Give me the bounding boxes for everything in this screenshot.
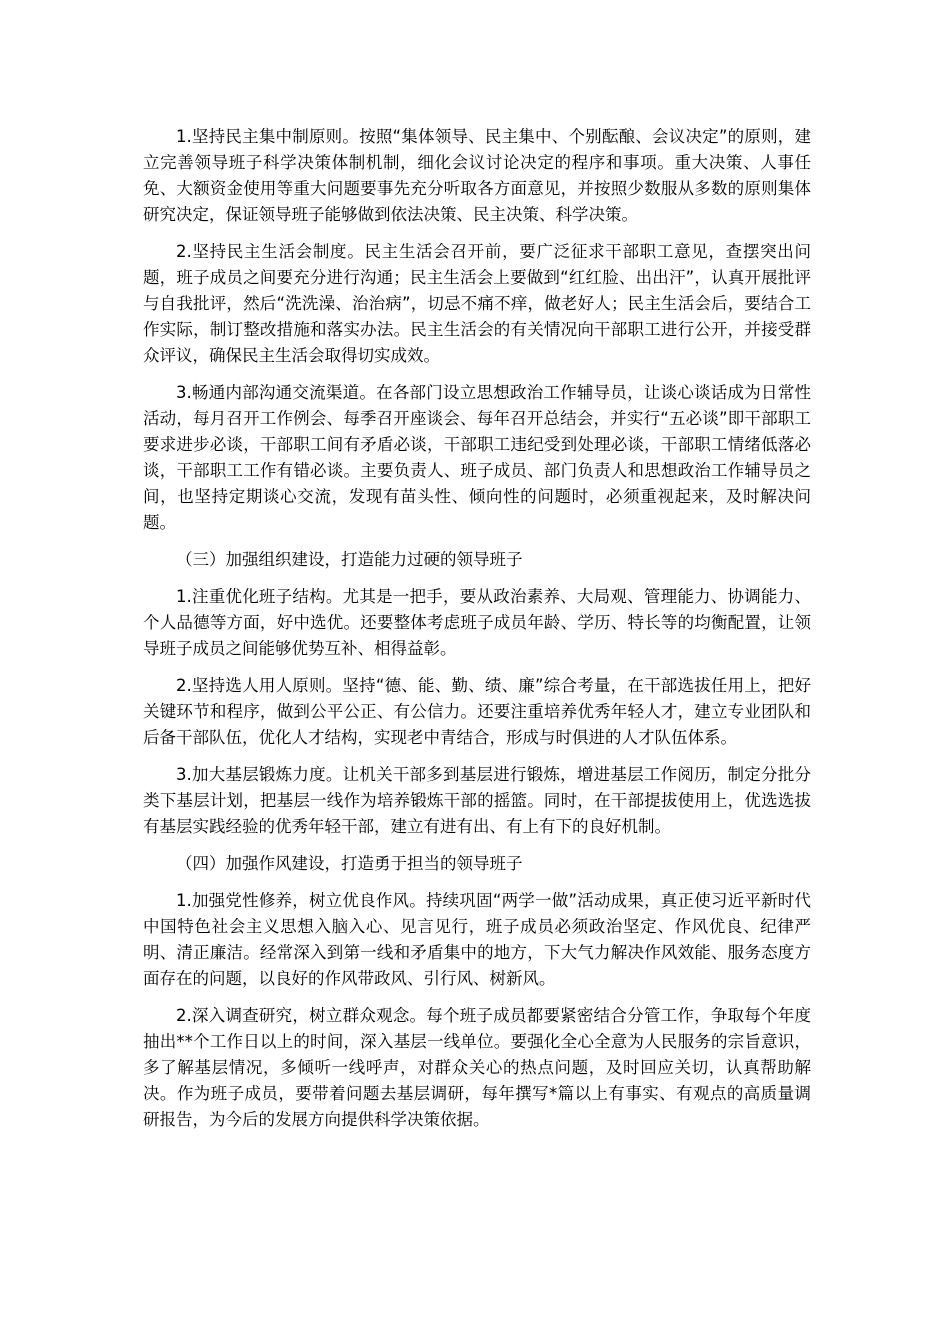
section-heading-organization: （三）加强组织建设，打造能力过硬的领导班子	[176, 550, 523, 569]
paragraph-internal-communication: 3.畅通内部沟通交流渠道。在各部门设立思想政治工作辅导员，让谈心谈话成为日常性活动，每月召开工作例会、每季召开座谈会、每年召开总结会，并实行“五必谈”即干部职工要求进步必谈，干部职工间有矛盾必谈，干部职工违纪受到处理必谈，干部职工情绪低落必谈，干部职工工作有错必谈。主要负责人、班子成员、部门负责人和思想政治工作辅导员之间，也坚持定期谈心交流，发现有苗头性、倾向性的问题时，必须重视起来，及时解决问题。	[143, 383, 811, 532]
paragraph-grassroots-training: 3.加大基层锻炼力度。让机关干部多到基层进行锻炼，增进基层工作阅历，制定分批分类下基层计划，把基层一线作为培养锻炼干部的摇篮。同时，在干部提拔使用上，优选选拔有基层实践经验的优秀年轻干部，建立有进有出、有上有下的良好机制。	[143, 765, 811, 836]
paragraph-selection-principle: 2.坚持选人用人原则。坚持“德、能、勤、绩、廉”综合考量，在干部选拔任用上，把好关键环节和程序，做到公平公正、有公信力。还要注重培养优秀年轻人才，建立专业团队和后备干部队伍，优化人才结构，实现老中青结合，形成与时俱进的人才队伍体系。	[143, 676, 811, 747]
paragraph-team-structure: 1.注重优化班子结构。尤其是一把手，要从政治素养、大局观、管理能力、协调能力、个人品德等方面，好中选优。还要整体考虑班子成员年龄、学历、特长等的均衡配置，让领导班子成员之间能够优势互补、相得益彰。	[143, 587, 811, 658]
paragraph-investigation-research: 2.深入调查研究，树立群众观念。每个班子成员都要紧密结合分管工作，争取每个年度抽出**个工作日以上的时间，深入基层一线单位。要强化全心全意为人民服务的宗旨意识，多了解基层情况，多倾听一线呼声，对群众关心的热点问题，及时回应关切，认真帮助解决。作为班子成员，要带着问题去基层调研，每年撰写*篇以上有事实、有观点的高质量调研报告，为今后的发展方向提供科学决策依据。	[143, 1006, 811, 1129]
paragraph-democratic-centralism: 1.坚持民主集中制原则。按照“集体领导、民主集中、个别酝酿、会议决定”的原则，建立完善领导班子科学决策体制机制，细化会议讨论决定的程序和事项。重大决策、人事任免、大额资金使用等重大问题要事先充分听取各方面意见，并按照少数服从多数的原则集体研究决定，保证领导班子能够做到依法决策、民主决策、科学决策。	[143, 127, 811, 224]
paragraph-democratic-life-meeting: 2.坚持民主生活会制度。民主生活会召开前，要广泛征求干部职工意见，查摆突出问题，班子成员之间要充分进行沟通；民主生活会上要做到“红红脸、出出汗”，认真开展批评与自我批评，然后“洗洗澡、治治病”，切忌不痛不痒，做老好人；民主生活会后，要结合工作实际，制订整改措施和落实办法。民主生活会的有关情况向干部职工进行公开，并接受群众评议，确保民主生活会取得切实成效。	[143, 242, 811, 365]
paragraph-party-spirit: 1.加强党性修养，树立优良作风。持续巩固“两学一做”活动成果，真正使习近平新时代中国特色社会主义思想入脑入心、见言见行，班子成员必须政治坚定、作风优良、纪律严明、清正廉洁。经常深入到第一线和矛盾集中的地方，下大气力解决作风效能、服务态度方面存在的问题，以良好的作风带政风、引行风、树新风。	[143, 891, 811, 988]
document-body	[143, 124, 811, 1144]
section-heading-style: （四）加强作风建设，打造勇于担当的领导班子	[176, 854, 523, 873]
